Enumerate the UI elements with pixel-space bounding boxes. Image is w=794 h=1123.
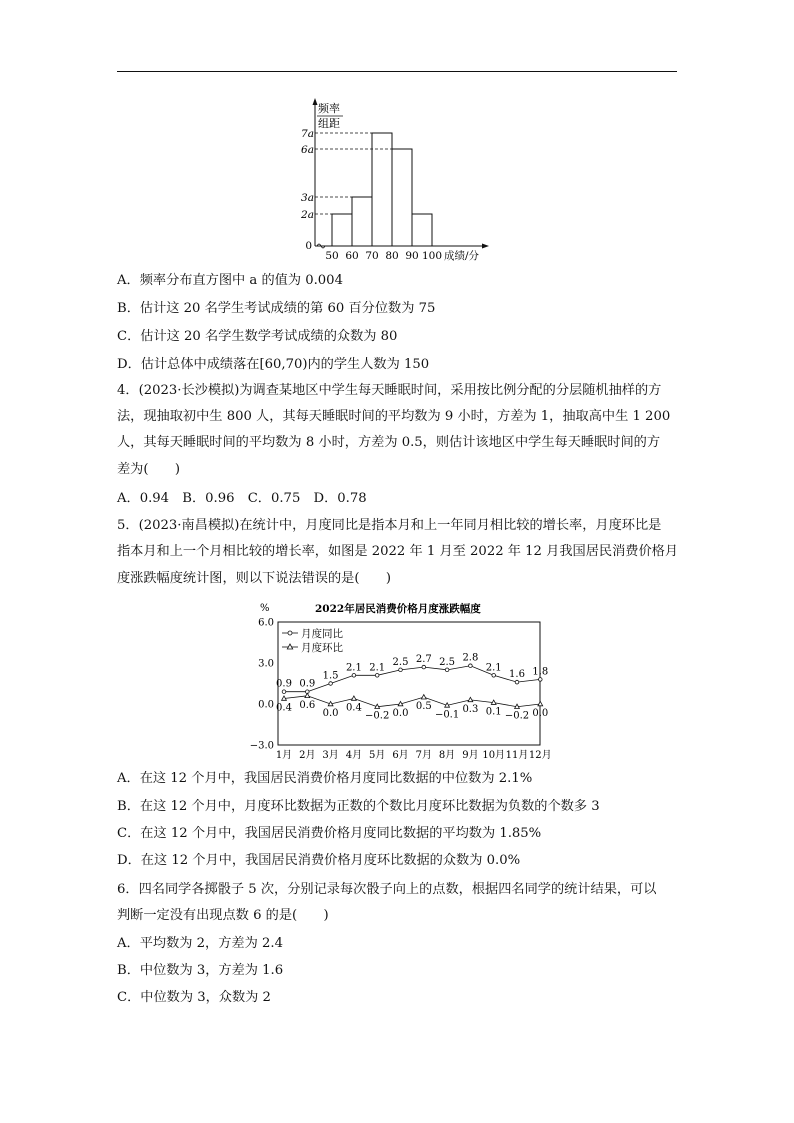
series-point-yoy xyxy=(282,690,286,694)
chart-ytick-label: 3.0 xyxy=(258,658,274,670)
data-label: 2.7 xyxy=(415,654,432,666)
data-label: 2.1 xyxy=(369,662,386,674)
hist-ytick-3a: 3a xyxy=(301,192,314,204)
data-label: 2.5 xyxy=(392,656,409,668)
data-label: 1.5 xyxy=(322,670,339,682)
chart-legend xyxy=(282,627,343,654)
series-point-yoy xyxy=(469,664,473,668)
series-point-yoy xyxy=(515,680,519,684)
data-label: 2.5 xyxy=(439,656,456,668)
data-label: 0.0 xyxy=(392,708,409,719)
chart-xtick-label: 6月 xyxy=(392,750,409,761)
series-line-1 xyxy=(284,696,540,707)
data-label: 1.8 xyxy=(532,666,549,678)
q4-line-4: 差为( ) xyxy=(117,462,181,477)
hist-ytick-0: 0 xyxy=(305,240,312,252)
chart-xtick-label: 7月 xyxy=(415,750,432,761)
series-point-yoy xyxy=(375,674,379,678)
q3-option-d: D．估计总体中成绩落在[60,70)内的学生人数为 150 xyxy=(117,357,430,372)
q5-line-1: 5．(2023·南昌模拟)在统计中，月度同比是指本月和上一年同月相比较的增长率，月度环比是 xyxy=(117,518,662,533)
hist-bar-90-100 xyxy=(412,214,432,246)
chart-xtick-label: 12月 xyxy=(528,750,552,761)
legend-marker-yoy xyxy=(288,631,292,635)
data-label: −0.2 xyxy=(365,710,390,722)
hist-xtick-90: 90 xyxy=(405,250,419,262)
chart-xtick-label: 4月 xyxy=(345,750,363,761)
q5-option-c: C．在这 12 个月中，我国居民消费价格月度同比数据的平均数为 1.85% xyxy=(117,826,542,841)
series-point-yoy xyxy=(399,668,403,672)
hist-x-arrow xyxy=(482,244,489,249)
q6-option-a: A．平均数为 2，方差为 2.4 xyxy=(117,936,283,951)
hist-ylabel-top: 频率 xyxy=(318,102,340,115)
hist-y-arrow xyxy=(313,98,318,105)
data-label: 0.4 xyxy=(345,702,362,714)
q4-line-2: 法，现抽取初中生 800 人，其每天睡眠时间的平均数为 9 小时，方差为 1，抽取高中生 1 200 xyxy=(117,409,671,424)
hist-ylabel-bottom: 组距 xyxy=(318,117,340,130)
q4-line-1: 4．(2023·长沙模拟)为调查某地区中学生每天睡眠时间，采用按比例分配的分层随机抽样的方 xyxy=(117,383,662,398)
legend-label-yoy: 月度同比 xyxy=(301,628,343,640)
cpi-line-chart xyxy=(240,598,560,763)
hist-ytick-7a: 7a xyxy=(301,128,314,140)
chart-ytick-label: 6.0 xyxy=(258,617,274,629)
q5-option-b: B．在这 12 个月中，月度环比数据为正数的个数比月度环比数据为负数的个数多 3 xyxy=(117,799,600,814)
q5-line-2: 指本月和上一个月相比较的增长率，如图是 2022 年 1 月至 2022 年 12 月我国居民消费价格月 xyxy=(117,544,679,559)
hist-xtick-70: 70 xyxy=(365,250,379,262)
hist-bar-70-80 xyxy=(372,133,392,246)
q3-option-c: C．估计这 20 名学生数学考试成绩的众数为 80 xyxy=(117,329,398,344)
q6-line-2: 判断一定没有出现点数 6 的是( ) xyxy=(117,908,329,923)
hist-bar-60-70 xyxy=(352,197,372,246)
data-label: 2.1 xyxy=(485,662,502,674)
hist-bar-80-90 xyxy=(392,149,412,246)
q6-option-b: B．中位数为 3，方差为 1.6 xyxy=(117,963,284,978)
q6-line-1: 6．四名同学各掷骰子 5 次，分别记录每次骰子向上的点数，根据四名同学的统计结果，可以 xyxy=(117,882,657,897)
chart-ytick-label: 0.0 xyxy=(258,699,274,711)
series-point-mom xyxy=(352,696,357,700)
legend-marker-mom xyxy=(287,644,292,649)
chart-xtick-label: 11月 xyxy=(505,750,529,761)
data-label: 0.9 xyxy=(299,678,316,690)
legend-label-mom: 月度环比 xyxy=(301,642,343,654)
hist-xtick-50: 50 xyxy=(325,250,339,262)
hist-xtick-100: 100 xyxy=(421,250,443,262)
data-label: −0.1 xyxy=(434,709,460,721)
q4-options: A．0.94 B．0.96 C．0.75 D．0.78 xyxy=(117,491,367,506)
series-point-mom xyxy=(305,693,310,697)
chart-xtick-label: 9月 xyxy=(462,750,479,761)
chart-frame xyxy=(278,622,540,745)
series-point-mom xyxy=(538,701,543,705)
data-label: 0.5 xyxy=(415,701,432,713)
series-point-yoy xyxy=(352,674,356,678)
q5-option-a: A．在这 12 个月中，我国居民消费价格月度同比数据的中位数为 2.1% xyxy=(117,771,533,786)
q6-option-c: C．中位数为 3，众数为 2 xyxy=(117,990,271,1005)
chart-xtick-label: 10月 xyxy=(482,750,506,761)
chart-xtick-label: 3月 xyxy=(322,750,339,761)
data-label: 0.6 xyxy=(299,699,316,711)
data-label: 1.6 xyxy=(509,669,525,681)
series-point-yoy xyxy=(445,668,449,672)
data-label: 0.9 xyxy=(276,678,292,690)
hist-xlabel: 成绩/分 xyxy=(444,250,480,262)
series-point-yoy xyxy=(329,682,333,686)
hist-xtick-60: 60 xyxy=(345,250,359,262)
q5-line-3: 度涨跌幅度统计图，则以下说法错误的是( ) xyxy=(117,571,392,586)
chart-title: 2022年居民消费价格月度涨跌幅度 xyxy=(315,603,481,615)
series-point-yoy xyxy=(422,665,426,669)
hist-ytick-6a: 6a xyxy=(301,144,314,156)
data-label: 0.0 xyxy=(532,708,549,719)
q3-option-b: B．估计这 20 名学生考试成绩的第 60 百分位数为 75 xyxy=(117,301,436,316)
hist-xtick-80: 80 xyxy=(385,250,399,262)
series-point-yoy xyxy=(539,678,543,682)
frequency-histogram xyxy=(290,96,500,266)
data-label: 2.8 xyxy=(462,652,479,664)
series-point-mom xyxy=(468,697,473,701)
hist-bar-50-60 xyxy=(332,214,352,246)
data-label: 0.0 xyxy=(322,708,339,719)
series-point-mom xyxy=(421,695,426,699)
header-rule xyxy=(117,71,677,72)
chart-xtick-label: 1月 xyxy=(275,750,293,761)
q4-line-3: 人，其每天睡眠时间的平均数为 8 小时，方差为 0.5，则估计该地区中学生每天睡眠时间的方 xyxy=(117,435,661,450)
data-label: −0.2 xyxy=(504,710,530,722)
hist-ytick-2a: 2a xyxy=(301,209,314,221)
data-label: 0.3 xyxy=(462,703,479,715)
chart-xtick-label: 8月 xyxy=(438,750,456,761)
q3-option-a: A．频率分布直方图中 a 的值为 0.004 xyxy=(117,273,343,288)
data-label: 2.1 xyxy=(345,662,362,674)
series-point-yoy xyxy=(492,674,496,678)
q5-option-d: D．在这 12 个月中，我国居民消费价格月度环比数据的众数为 0.0% xyxy=(117,853,521,868)
data-label: 0.4 xyxy=(276,702,292,714)
chart-ytick-label: −3.0 xyxy=(249,740,274,752)
chart-xtick-label: 2月 xyxy=(299,750,316,761)
chart-ylabel: % xyxy=(260,603,270,614)
chart-xtick-label: 5月 xyxy=(369,750,386,761)
data-label: 0.1 xyxy=(485,706,502,718)
